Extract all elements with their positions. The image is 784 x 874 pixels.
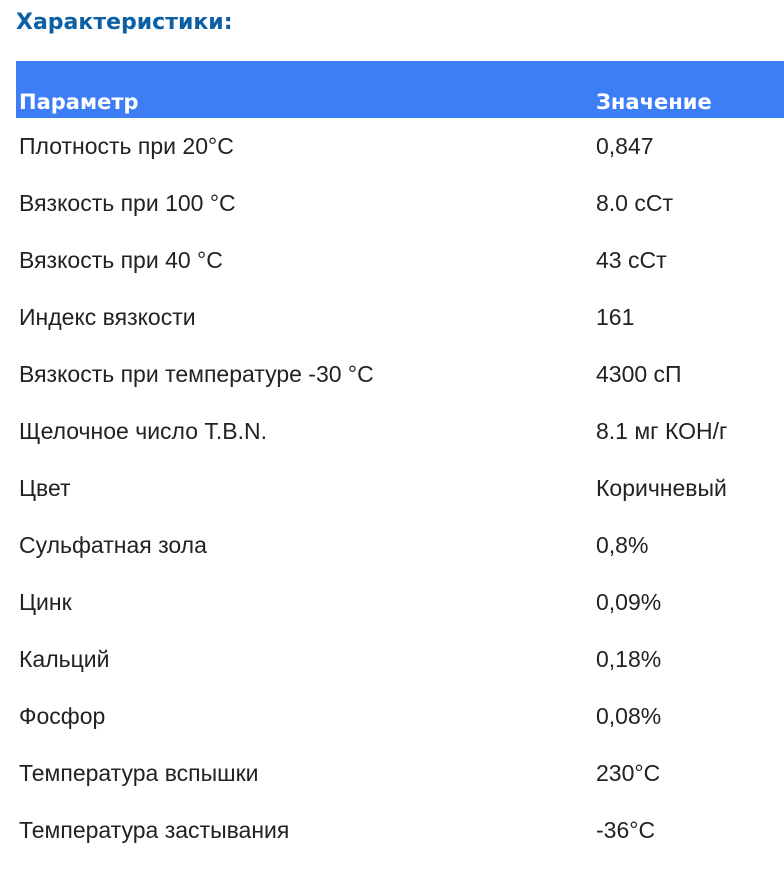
table-header-row bbox=[16, 61, 784, 118]
table-row bbox=[16, 802, 784, 859]
section-title: Характеристики: bbox=[16, 10, 233, 35]
row-parameter: Щелочное число T.B.N. bbox=[19, 418, 268, 444]
row-value: 0,08% bbox=[596, 703, 662, 729]
row-parameter: Вязкость при температуре -30 °С bbox=[19, 361, 374, 387]
row-parameter: Фосфор bbox=[19, 703, 106, 729]
row-value: 8.0 сСт bbox=[596, 190, 674, 216]
row-value: 230°С bbox=[596, 760, 661, 786]
table-row bbox=[16, 175, 784, 232]
table-row bbox=[16, 232, 784, 289]
table-row bbox=[16, 403, 784, 460]
table-row bbox=[16, 745, 784, 802]
row-parameter: Цинк bbox=[19, 589, 72, 615]
row-value: -36°С bbox=[596, 817, 656, 843]
characteristics-table bbox=[16, 61, 784, 859]
header-value: Значение bbox=[593, 61, 784, 118]
row-value: 0,18% bbox=[596, 646, 662, 672]
table-row bbox=[16, 118, 784, 175]
row-value: 161 bbox=[596, 304, 635, 330]
row-value: 4300 сП bbox=[596, 361, 682, 387]
table-row bbox=[16, 631, 784, 688]
row-parameter: Сульфатная зола bbox=[19, 532, 207, 558]
row-parameter: Температура застывания bbox=[19, 817, 290, 843]
row-value: 0,8% bbox=[596, 532, 649, 558]
row-value: 8.1 мг КОН/г bbox=[596, 418, 728, 444]
table-row bbox=[16, 346, 784, 403]
row-parameter: Кальций bbox=[19, 646, 110, 672]
row-parameter: Температура вспышки bbox=[19, 760, 259, 786]
row-parameter: Цвет bbox=[19, 475, 71, 501]
row-value: 43 сСт bbox=[596, 247, 667, 273]
row-parameter: Плотность при 20°С bbox=[19, 133, 234, 159]
row-parameter: Вязкость при 40 °С bbox=[19, 247, 223, 273]
table-row bbox=[16, 688, 784, 745]
row-parameter: Индекс вязкости bbox=[19, 304, 196, 330]
table-row bbox=[16, 574, 784, 631]
row-parameter: Вязкость при 100 °С bbox=[19, 190, 236, 216]
row-value: Коричневый bbox=[596, 475, 727, 501]
row-value: 0,09% bbox=[596, 589, 662, 615]
table-row bbox=[16, 517, 784, 574]
table-row bbox=[16, 289, 784, 346]
row-value: 0,847 bbox=[596, 133, 654, 159]
header-parameter: Параметр bbox=[16, 61, 593, 118]
table-row bbox=[16, 460, 784, 517]
